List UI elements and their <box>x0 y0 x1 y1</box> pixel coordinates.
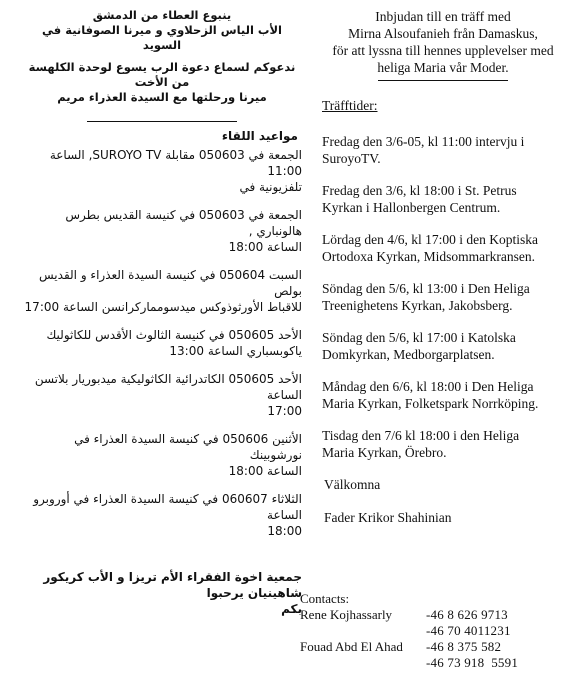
contact-name-spacer <box>300 655 426 671</box>
arabic-closing <box>22 569 302 617</box>
swedish-entry-line: Domkyrkan, Medborgarplatsen. <box>322 347 495 362</box>
arabic-entry-line: السبت 050604 في كنيسة السيدة العذراء و القديس بولص <box>39 268 302 298</box>
swedish-entry-line: Fredag den 3/6, kl 18:00 i St. Petrus <box>322 183 517 198</box>
swedish-schedule-entry <box>318 280 568 314</box>
swedish-divider <box>378 80 508 81</box>
swedish-entry-line: Treenighetens Kyrkan, Jakobsberg. <box>322 298 513 313</box>
arabic-intro-line: ينبوع العطاء من الدمشق <box>92 8 232 22</box>
swedish-schedule-entry <box>318 378 568 412</box>
contact-name-spacer <box>300 623 426 639</box>
arabic-schedule-entry <box>22 147 302 195</box>
arabic-entry-line: 17:00 <box>267 404 302 418</box>
swedish-schedule-entry <box>318 329 568 363</box>
arabic-entry-line: الأحد 050605 الكاتدرائية الكاثوليكية ميدبوريار بلاتسن الساعة <box>34 372 302 402</box>
contact-phone: -46 8 375 582 <box>426 639 502 654</box>
swedish-entry-line: Maria Kyrkan, Folketspark Norrköping. <box>322 396 539 411</box>
arabic-intro-line: الأب الياس الزحلاوي و ميرنا الصوفانية في السويد <box>42 23 282 52</box>
swedish-schedule-entry <box>318 427 568 461</box>
contacts-title: Contacts: <box>300 591 350 606</box>
arabic-divider <box>87 121 237 122</box>
swedish-welcome: Välkomna <box>324 477 381 492</box>
arabic-entry-line: الساعة 18:00 <box>228 464 302 478</box>
arabic-schedule-entry <box>22 207 302 255</box>
contact-row <box>300 655 570 671</box>
arabic-entry-line: ياكوبسباري الساعة 13:00 <box>169 344 302 358</box>
swedish-signature: Fader Krikor Shahinian <box>324 510 452 525</box>
arabic-entry-line: للاقباط الأورثوذوكس ميدسومماركرانسن الساعة 17:00 <box>24 300 302 314</box>
arabic-entry-line: تلفزيونية في <box>239 180 302 194</box>
arabic-schedule-entry <box>22 371 302 419</box>
swedish-entry-line: SuroyoTV. <box>322 151 381 166</box>
arabic-schedule-entry <box>22 267 302 315</box>
arabic-intro <box>22 8 302 53</box>
arabic-closing-line: جمعية اخوة الفقراء الأم تريزا و الأب كريكور شاهينيان يرحبوا <box>43 570 302 600</box>
arabic-entry-line: الجمعة في 050603 مقابلة SUROYO TV, الساعة 11:00 <box>49 148 302 178</box>
swedish-schedule-entry <box>318 231 568 265</box>
swedish-schedule-entry <box>318 182 568 216</box>
swedish-intro-line: Mirna Alsoufanieh från Damaskus, <box>348 26 538 41</box>
swedish-entry-line: Fredag den 3/6-05, kl 11:00 intervju i <box>322 134 525 149</box>
contact-row <box>300 607 570 623</box>
contact-row <box>300 623 570 639</box>
swedish-schedule-heading: Träfftider: <box>322 98 378 113</box>
swedish-entry-line: Söndag den 5/6, kl 17:00 i Katolska <box>322 330 516 345</box>
arabic-entry-line: الثلاثاء 060607 في كنيسة السيدة العذراء في أوروبرو الساعة <box>33 492 302 522</box>
arabic-entry-line: 18:00 <box>267 524 302 538</box>
contacts-block <box>300 591 570 671</box>
arabic-schedule-entry <box>22 491 302 539</box>
swedish-intro-line: för att lyssna till hennes upplevelser med <box>332 43 554 58</box>
contact-phone: -46 70 4011231 <box>426 623 511 638</box>
arabic-schedule-heading: مواعيد اللقاء <box>221 129 298 143</box>
arabic-invitation-column <box>22 8 302 617</box>
swedish-entry-line: Lördag den 4/6, kl 17:00 i den Koptiska <box>322 232 538 247</box>
swedish-invitation-column <box>318 8 568 526</box>
swedish-intro <box>318 8 568 76</box>
arabic-entry-line: الساعة 18:00 <box>228 240 302 254</box>
arabic-entry-line: الجمعة في 050603 في كنيسة القديس بطرس هالونباري , <box>65 208 302 238</box>
contact-phone: -46 8 626 9713 <box>426 607 508 622</box>
contact-row <box>300 639 570 655</box>
contact-name: Rene Kojhassarly <box>300 607 393 622</box>
swedish-schedule-entry <box>318 133 568 167</box>
swedish-intro-line: heliga Maria vår Moder. <box>377 60 509 75</box>
contact-phone: -46 73 918 5591 <box>426 655 519 670</box>
arabic-closing-line: بكم <box>281 602 302 616</box>
arabic-entry-line: الأحد 050605 في كنيسة الثالوث الأقدس للكاثوليك <box>46 328 302 342</box>
swedish-entry-line: Maria Kyrkan, Örebro. <box>322 445 447 460</box>
swedish-intro-line: Inbjudan till en träff med <box>375 9 511 24</box>
swedish-entry-line: Ortodoxa Kyrkan, Midsommarkransen. <box>322 249 535 264</box>
swedish-entry-line: Tisdag den 7/6 kl 18:00 i den Heliga <box>322 428 520 443</box>
arabic-intro-line: ندعوكم لسماع دعوة الرب يسوع لوحدة الكلهسة من الأخت <box>28 60 296 89</box>
swedish-entry-line: Kyrkan i Hallonbergen Centrum. <box>322 200 501 215</box>
swedish-entry-line: Söndag den 5/6, kl 13:00 i Den Heliga <box>322 281 530 296</box>
swedish-entry-line: Måndag den 6/6, kl 18:00 i Den Heliga <box>322 379 534 394</box>
contact-name: Fouad Abd El Ahad <box>300 639 403 654</box>
arabic-schedule-entry <box>22 327 302 359</box>
arabic-intro-invitation <box>22 60 302 105</box>
arabic-schedule-entry <box>22 431 302 479</box>
arabic-intro-line: ميرنا ورحلتها مع السيدة العذراء مريم <box>57 90 267 104</box>
arabic-entry-line: الأثنين 050606 في كنيسة السيدة العذراء في نورشوبينك <box>74 432 302 462</box>
